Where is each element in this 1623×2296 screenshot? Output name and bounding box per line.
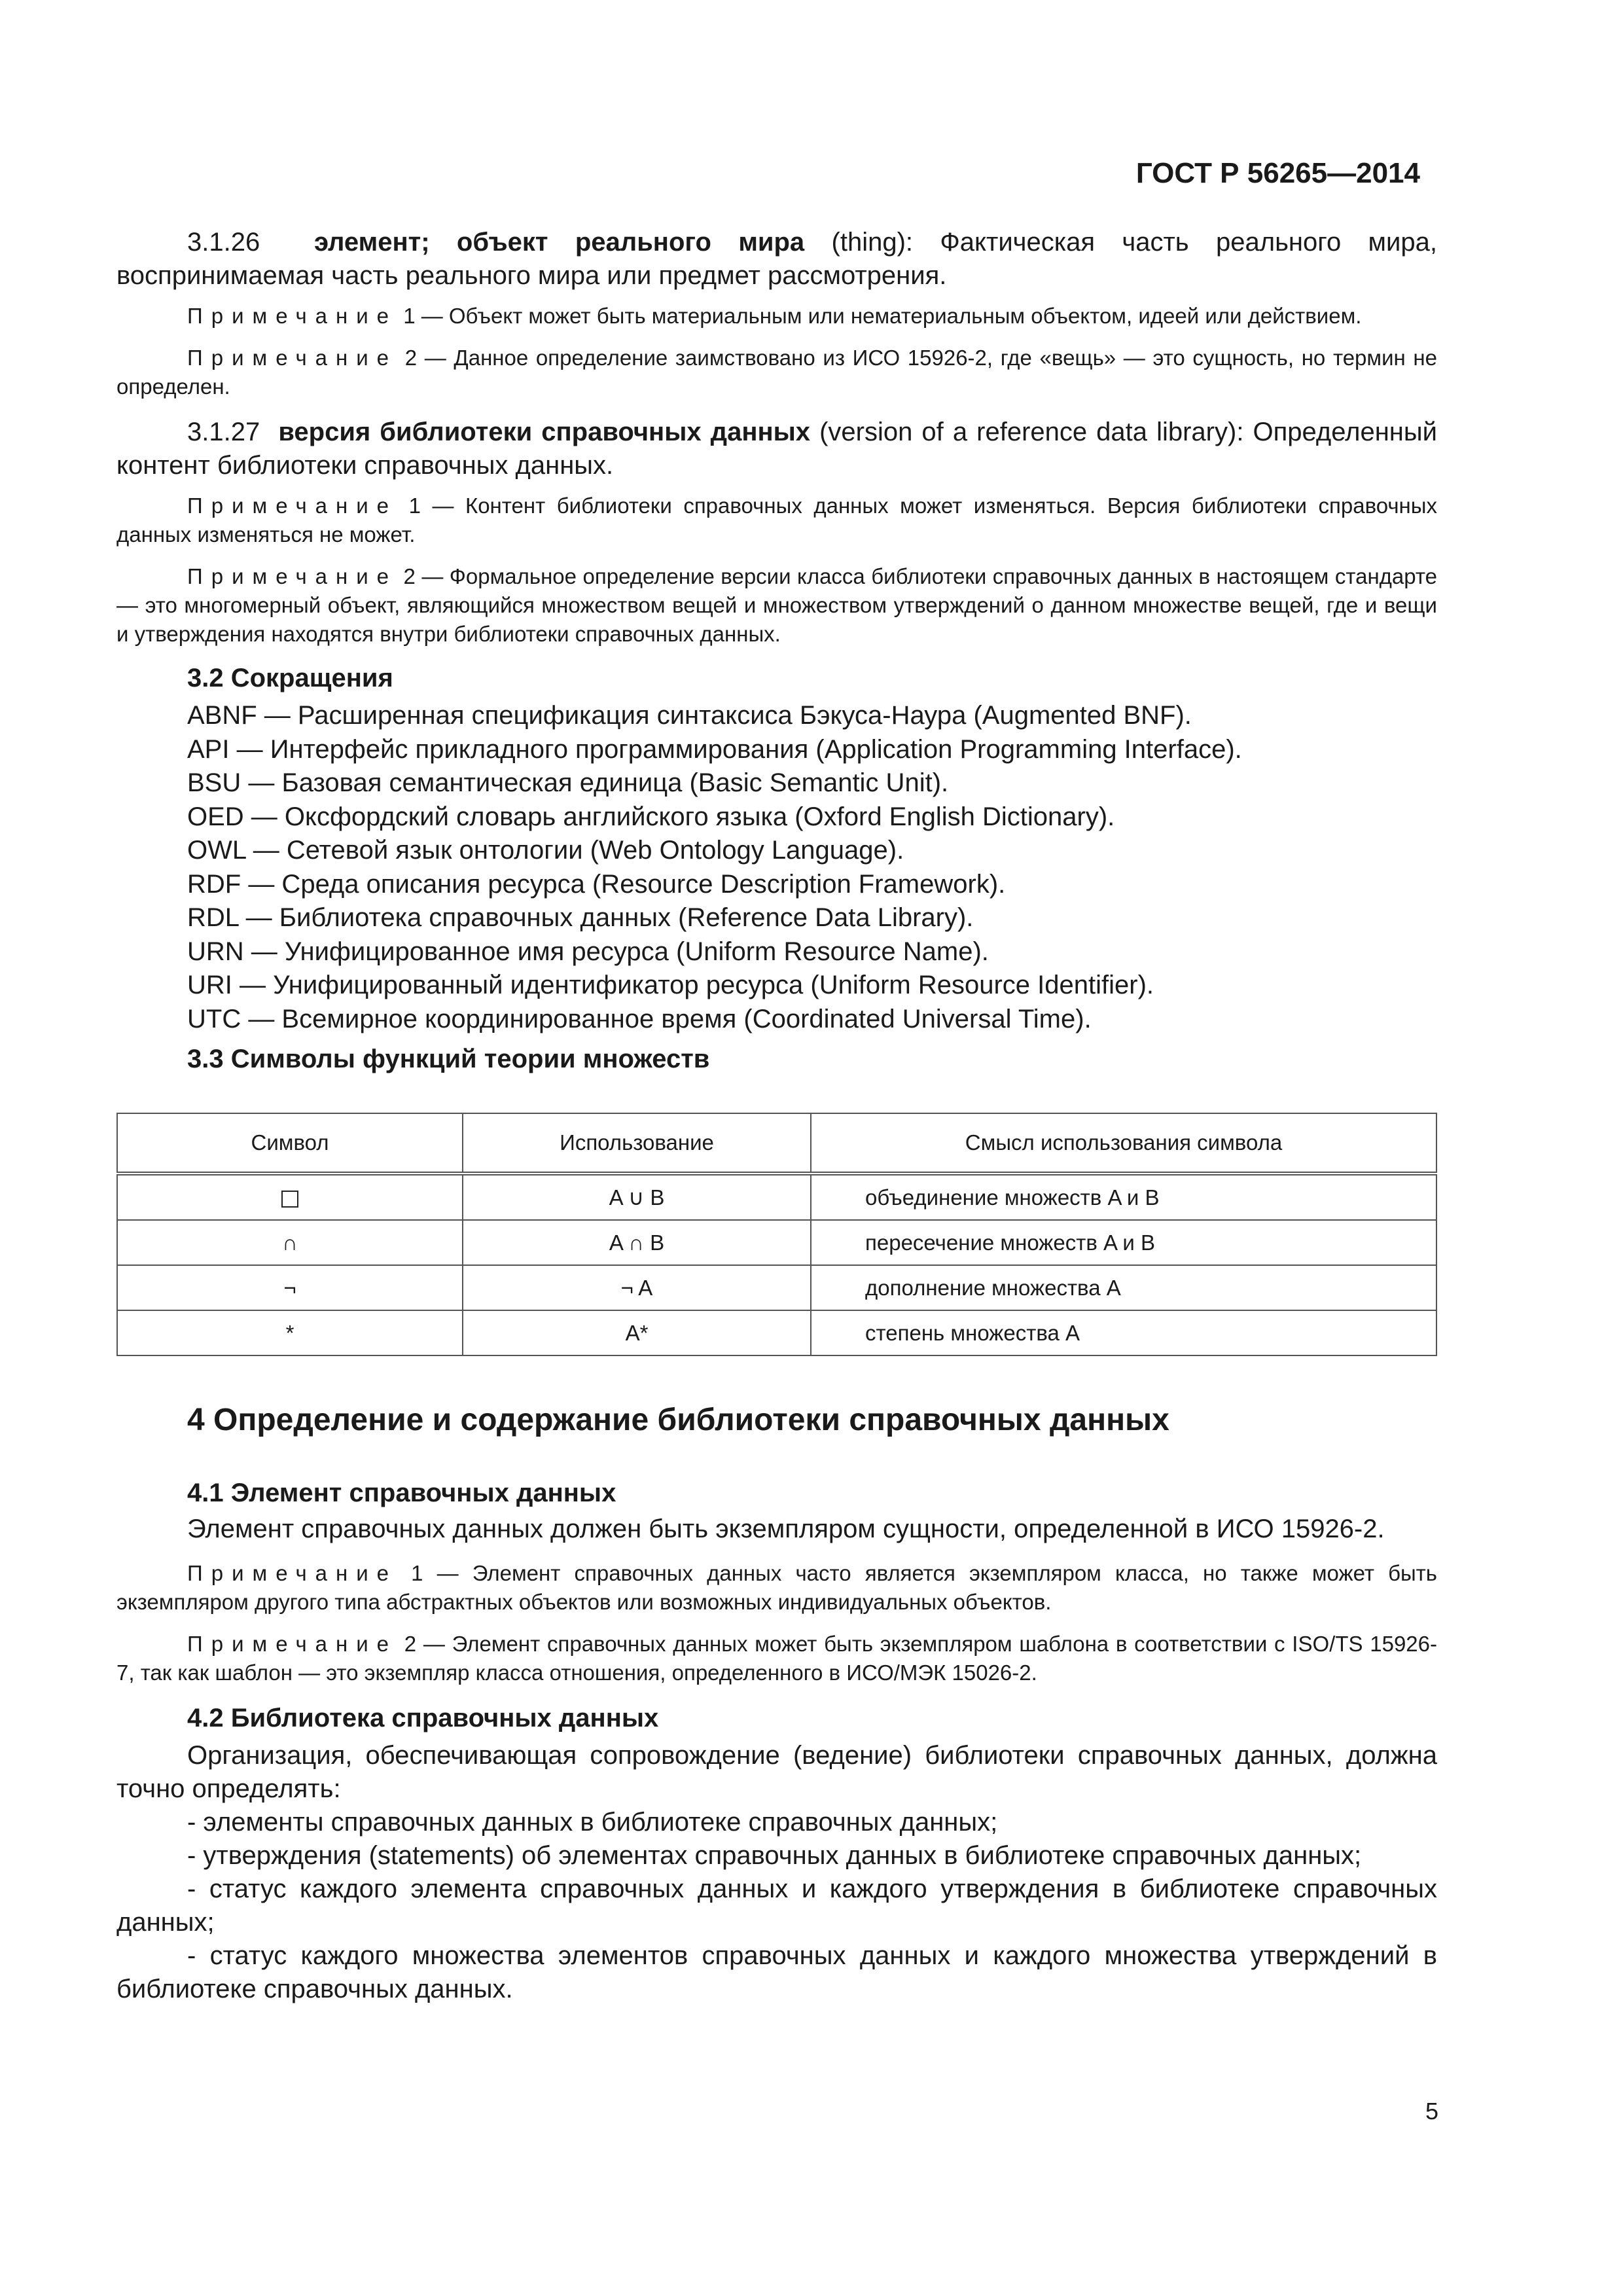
section-3-3-title: 3.3 Символы функций теории множеств [187, 1045, 710, 1073]
note-text: 2 — Элемент справочных данных может быть экземпляром шаблона в соответствии с ISO/TS 15926-7, так как шаблон — это экземпляр класса отношения, определенного в ИСО/МЭК 15026-2. [116, 1632, 1437, 1685]
document-id-header: ГОСТ Р 56265—2014 [1135, 157, 1420, 189]
term-definition: (thing): Фактическая часть реального мира, воспринимаемая часть реального мира или предмет рассмотрения. [116, 228, 1438, 290]
note-label: Примечание [187, 304, 398, 328]
table-row [117, 1265, 1436, 1310]
section-4-1-title: 4.1 Элемент справочных данных [187, 1479, 616, 1507]
abbreviation-item: OED — Оксфордский словарь английского языка (Oxford English Dictionary). [187, 802, 1115, 831]
abbreviation-item: ABNF — Расширенная спецификация синтаксиса Бэкуса-Наура (Augmented BNF). [187, 701, 1192, 730]
abbreviation-item: API — Интерфейс прикладного программирования (Application Programming Interface). [187, 734, 1242, 764]
table-row [117, 1310, 1436, 1355]
term-number: 3.1.27 [187, 418, 260, 446]
usage-cell: A ∪ B [463, 1174, 811, 1220]
note-label: Примечание [187, 493, 398, 518]
note-3-1-26-1 [116, 302, 1437, 331]
note-4-1-2 [116, 1630, 1437, 1687]
usage-cell: A* [463, 1310, 811, 1355]
abbreviation-item: RDF — Среда описания ресурса (Resource Description Framework). [187, 869, 1006, 899]
term-number: 3.1.26 [187, 228, 260, 257]
note-text: 1 — Объект может быть материальным или нематериальным объектом, идеей или действием. [403, 304, 1362, 328]
abbreviation-item: URN — Унифицированное имя ресурса (Uniform Resource Name). [187, 937, 989, 966]
note-4-1-1 [116, 1559, 1437, 1617]
note-label: Примечание [187, 1632, 398, 1656]
term-3-1-27 [116, 416, 1437, 482]
section-4-2-title: 4.2 Библиотека справочных данных [187, 1704, 659, 1732]
abbreviation-item: BSU — Базовая семантическая единица (Basic Semantic Unit). [187, 768, 949, 797]
abbreviation-item: OWL — Сетевой язык онтологии (Web Ontology Language). [187, 836, 904, 865]
term-name: элемент; объект реального мира [313, 228, 805, 257]
page-content [116, 226, 1437, 2006]
note-text: 2 — Формальное определение версии класса библиотеки справочных данных в настоящем стандарте — это многомерный объект, являющийся множеством вещей и множеством утверждений о данном множестве вещей, где и вещи и утверждения находятся внутри библиотеки справочных данных. [116, 564, 1438, 646]
meaning-cell: дополнение множества A [811, 1265, 1436, 1310]
table-row [117, 1174, 1436, 1220]
column-header-usage: Использование [463, 1113, 811, 1174]
section-4-1-text: Элемент справочных данных должен быть экземпляром сущности, определенной в ИСО 15926-2. [187, 1515, 1385, 1543]
note-text: 1 — Контент библиотеки справочных данных может изменяться. Версия библиотеки справочных данных изменяться не может. [116, 493, 1438, 547]
term-name: версия библиотеки справочных данных [278, 418, 811, 446]
section-3-2-title: 3.2 Сокращения [187, 664, 393, 692]
page-number: 5 [1425, 2098, 1438, 2125]
table-row [117, 1220, 1436, 1265]
symbol-cell: * [117, 1310, 463, 1355]
meaning-cell: степень множества A [811, 1310, 1436, 1355]
abbreviations-list [116, 699, 1437, 1036]
union-square-symbol [281, 1191, 298, 1208]
usage-cell: ¬ A [463, 1265, 811, 1310]
list-item: - утверждения (statements) об элементах справочных данных в библиотеке справочных данных; [187, 1841, 1362, 1870]
meaning-cell: объединение множеств A и B [811, 1174, 1436, 1220]
abbreviation-item: URI — Унифицированный идентификатор ресурса (Uniform Resource Identifier). [187, 971, 1154, 999]
note-label: Примечание [187, 346, 398, 370]
note-3-1-26-2 [116, 344, 1437, 401]
list-item: - статус каждого множества элементов справочных данных и каждого множества утверждений в библиотеке справочных данных. [116, 1941, 1437, 2003]
list-item: - статус каждого элемента справочных данных и каждого утверждения в библиотеке справочных данных; [116, 1874, 1437, 1937]
list-item: - элементы справочных данных в библиотеке справочных данных; [187, 1808, 998, 1837]
note-3-1-27-2 [116, 562, 1437, 649]
column-header-symbol: Символ [117, 1113, 463, 1174]
usage-cell: A ∩ B [463, 1220, 811, 1265]
note-label: Примечание [187, 1561, 398, 1585]
set-symbols-table [116, 1113, 1437, 1356]
symbol-cell [117, 1174, 463, 1220]
table-header-row [117, 1113, 1436, 1174]
note-3-1-27-1 [116, 492, 1437, 549]
symbol-cell: ¬ [117, 1265, 463, 1310]
term-definition: (version of a reference data library): Определенный контент библиотеки справочных данных. [116, 418, 1437, 480]
section-4-2-intro: Организация, обеспечивающая сопровождение (ведение) библиотеки справочных данных, должна точно определять: [116, 1741, 1437, 1803]
term-3-1-26 [116, 226, 1437, 293]
meaning-cell: пересечение множеств A и B [811, 1220, 1436, 1265]
note-text: 1 — Элемент справочных данных часто является экземпляром класса, но также может быть экземпляром другого типа абстрактных объектов или возможных индивидуальных объектов. [116, 1561, 1437, 1614]
chapter-4-title: 4 Определение и содержание библиотеки справочных данных [187, 1403, 1169, 1437]
abbreviation-item: RDL — Библиотека справочных данных (Reference Data Library). [187, 903, 974, 932]
abbreviation-item: UTC — Всемирное координированное время (Coordinated Universal Time). [187, 1004, 1092, 1033]
column-header-meaning: Смысл использования символа [811, 1113, 1436, 1174]
note-label: Примечание [187, 564, 398, 588]
symbol-cell: ∩ [117, 1220, 463, 1265]
note-text: 2 — Данное определение заимствовано из ИСО 15926-2, где «вещь» — это сущность, но термин не определен. [116, 346, 1437, 399]
